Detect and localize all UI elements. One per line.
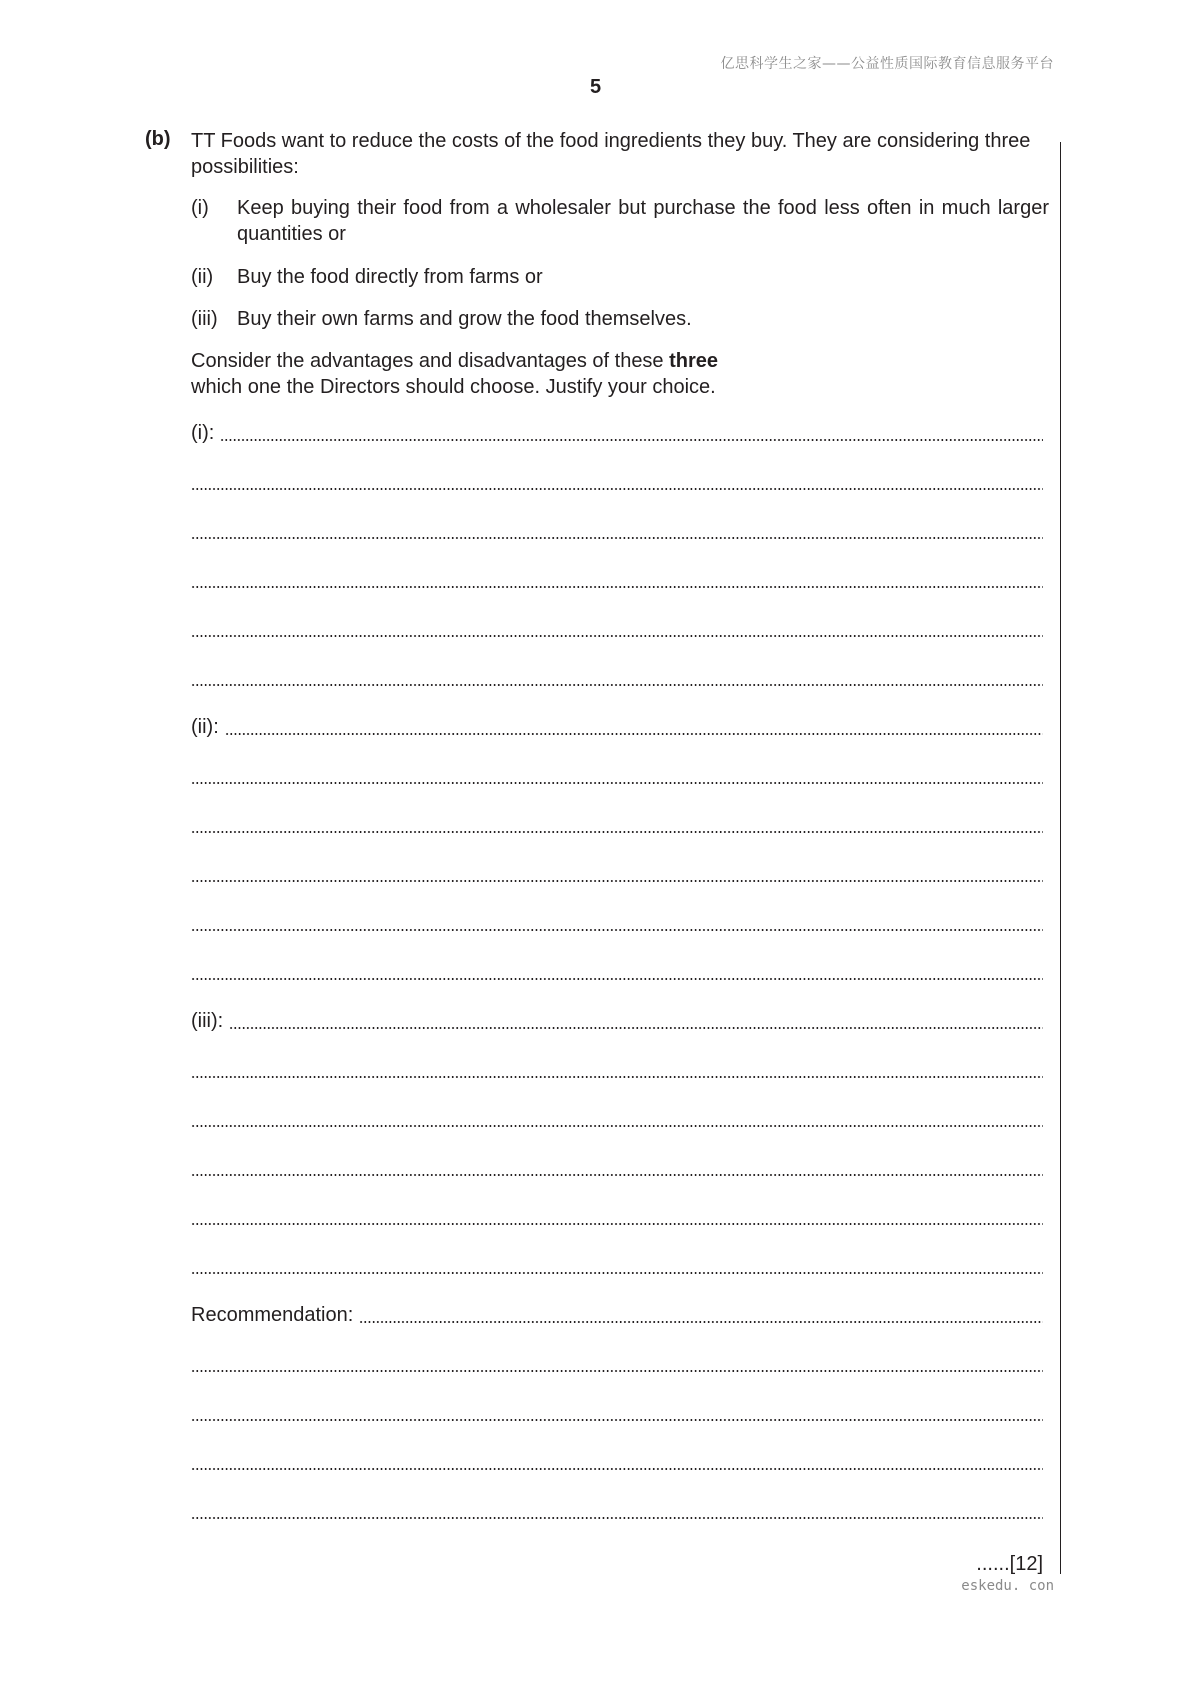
- answer-line[interactable]: [191, 763, 1043, 789]
- answer-line[interactable]: [191, 567, 1043, 593]
- instruction-text: which one the Directors should choose. Justify your choice.: [191, 376, 716, 398]
- answer-label-ii: (ii):: [191, 716, 219, 738]
- answer-line[interactable]: [191, 1057, 1043, 1083]
- answer-line[interactable]: [191, 1400, 1043, 1426]
- page-number: 5: [589, 76, 602, 98]
- instruction-text: Consider the advantages and disadvantages of these: [191, 350, 670, 372]
- answer-line-i[interactable]: [191, 420, 1043, 446]
- answer-line[interactable]: [191, 616, 1043, 642]
- marks-value: [12]: [1009, 1553, 1043, 1575]
- answer-line[interactable]: [191, 1106, 1043, 1132]
- question-instruction: [191, 348, 1049, 400]
- answer-line[interactable]: [191, 910, 1043, 936]
- answer-line[interactable]: [191, 1498, 1043, 1524]
- option-number: (i): [191, 197, 209, 219]
- marks-allocation: [976, 1553, 1043, 1576]
- answer-line-ii[interactable]: [191, 714, 1043, 740]
- answer-line[interactable]: [191, 1204, 1043, 1230]
- answer-label-recommendation: Recommendation:: [191, 1304, 354, 1326]
- option-number: (ii): [191, 266, 214, 288]
- answer-line[interactable]: [191, 1449, 1043, 1475]
- question-intro: TT Foods want to reduce the costs of the food ingredients they buy. They are considering three possibilities:: [191, 130, 1031, 178]
- answer-line[interactable]: [191, 812, 1043, 838]
- instruction-emphasis: three: [669, 350, 719, 372]
- answer-label-i: (i):: [191, 422, 215, 444]
- answer-label-iii: (iii):: [191, 1010, 224, 1032]
- answer-line[interactable]: [191, 665, 1043, 691]
- answer-line-iii[interactable]: [191, 1008, 1043, 1034]
- answer-line[interactable]: [191, 1351, 1043, 1377]
- answer-line[interactable]: [191, 469, 1043, 495]
- answer-line[interactable]: [191, 518, 1043, 544]
- answer-line-recommendation[interactable]: [191, 1302, 1043, 1328]
- question-label: (b): [145, 128, 171, 150]
- option-text: Buy their own farms and grow the food themselves.: [237, 308, 692, 330]
- option-number: (iii): [191, 308, 218, 330]
- answer-line[interactable]: [191, 959, 1043, 985]
- answer-line[interactable]: [191, 1253, 1043, 1279]
- margin-rule: [1060, 142, 1061, 1574]
- answer-line[interactable]: [191, 1155, 1043, 1181]
- option-text: Buy the food directly from farms or: [237, 266, 543, 288]
- answer-line[interactable]: [191, 861, 1043, 887]
- marks-dots: ......: [976, 1553, 1010, 1575]
- header-watermark: 亿思科学生之家——公益性质国际教育信息服务平台: [720, 56, 1054, 72]
- option-text: Keep buying their food from a wholesaler but purchase the food less often in much larger quantities or: [237, 197, 1049, 245]
- footer-watermark: eskedu. con: [961, 1578, 1054, 1594]
